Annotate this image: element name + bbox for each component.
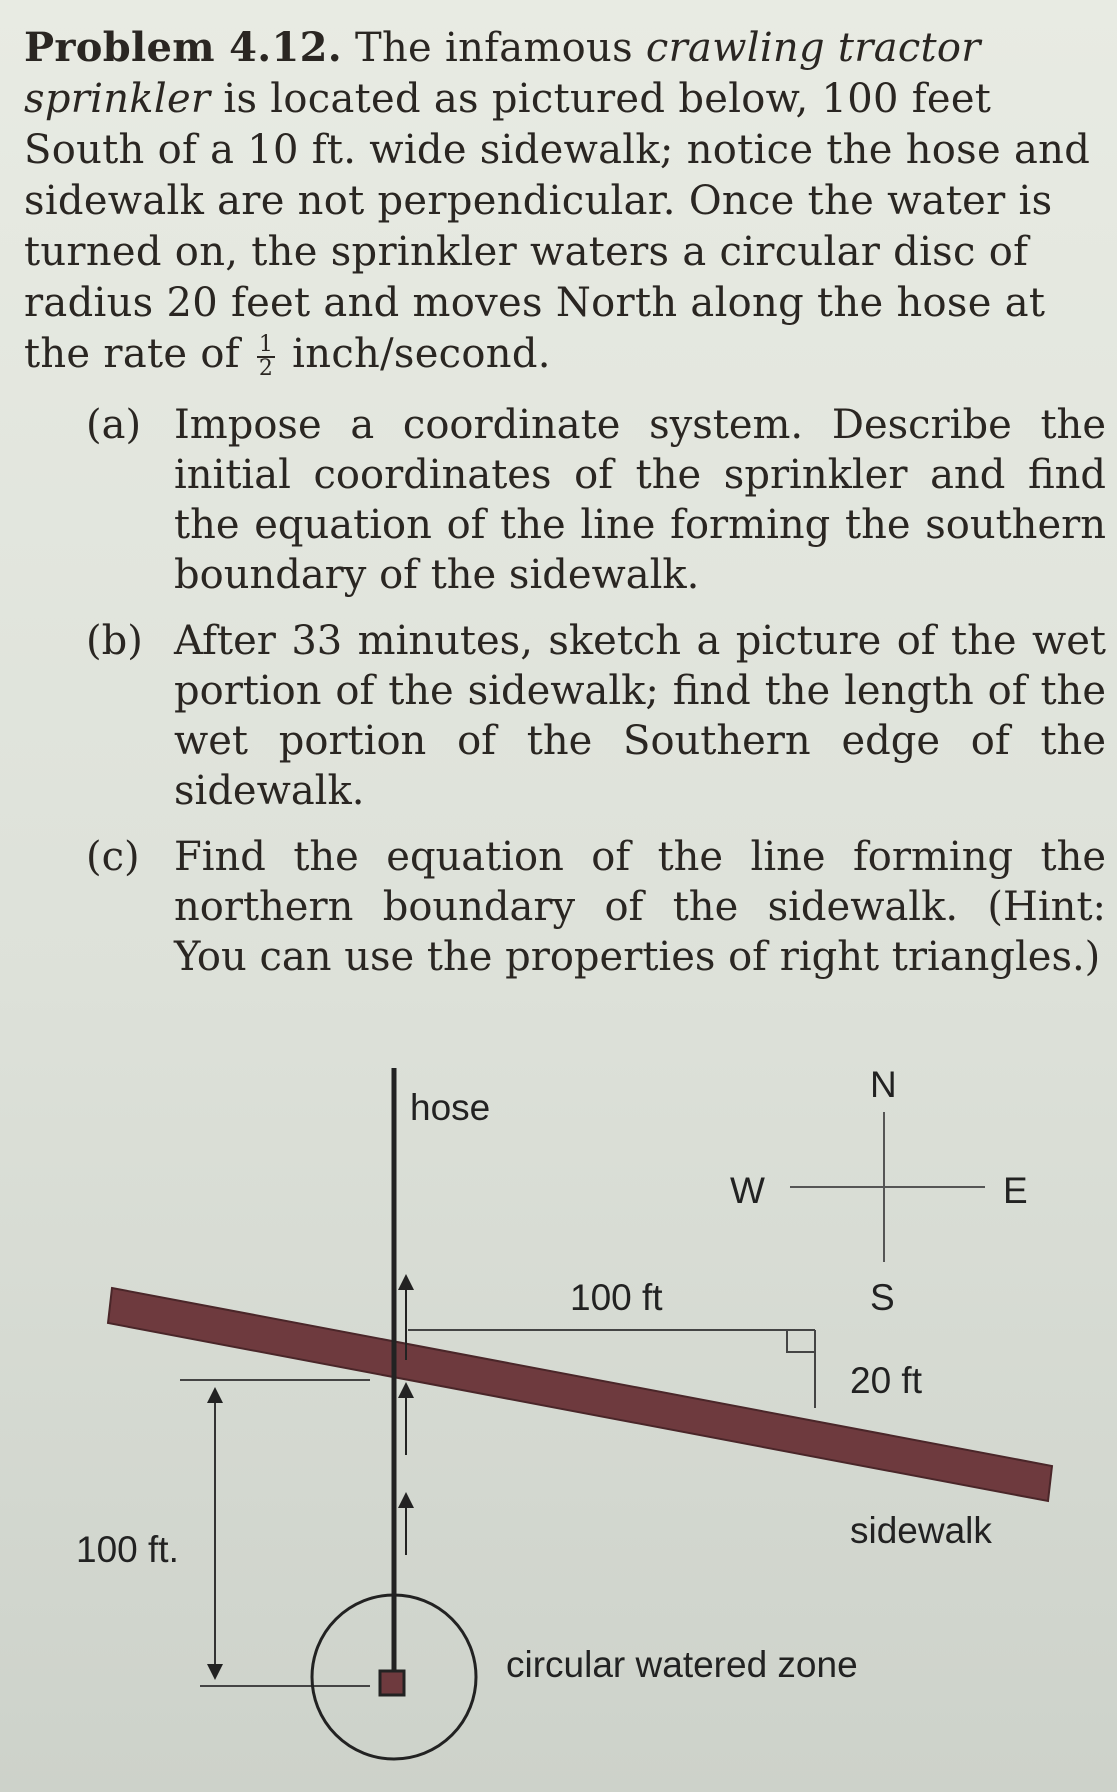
part-text: Impose a coordinate system. Describe the initial coordinates of the sprinkler and find the equation of the line forming the southern boundary of the sidewalk. xyxy=(174,402,1106,598)
part-text: After 33 minutes, sketch a picture of the wet portion of the sidewalk; find the length of the wet portion of the Southern edge of the sidewalk. xyxy=(174,618,1106,814)
sidewalk-label: sidewalk xyxy=(850,1510,992,1551)
problem-text-2: is located as pictured below, 100 feet South of a 10 ft. wide sidewalk; notice the hose and sidewalk are not perpendicular. Once the water is turned on, the sprinkler waters a circular disc of radius 20 feet and moves North along the hose at the rate of xyxy=(24,76,1091,377)
part-label: (b) xyxy=(86,618,143,664)
south-distance-label: 100 ft. xyxy=(76,1529,179,1570)
compass-south-label: S xyxy=(870,1277,895,1318)
compass-east-label: E xyxy=(1003,1170,1028,1211)
part-label: (c) xyxy=(86,834,140,880)
vertical-drop-label: 20 ft xyxy=(850,1360,922,1401)
sprinkler-icon xyxy=(380,1671,404,1695)
part-label: (a) xyxy=(86,402,142,448)
problem-emphasis: crawling tractor sprinkler xyxy=(24,25,981,122)
fraction-denominator: 2 xyxy=(258,356,274,381)
horizontal-distance-label: 100 ft xyxy=(570,1277,663,1318)
zone-label: circular watered zone xyxy=(506,1644,858,1685)
problem-text-3: inch/second. xyxy=(279,331,551,377)
problem-text-1: The infamous xyxy=(341,25,646,71)
compass-west-label: W xyxy=(730,1170,765,1211)
fraction-numerator: 1 xyxy=(258,332,274,357)
part-text: Find the equation of the line forming the northern boundary of the sidewalk. (Hint: You can use the properties of right triangles.) xyxy=(174,834,1106,980)
right-angle-marker xyxy=(787,1330,815,1352)
problem-number: Problem 4.12. xyxy=(24,24,342,71)
compass-north-label: N xyxy=(870,1064,897,1105)
hose-label: hose xyxy=(410,1087,491,1128)
